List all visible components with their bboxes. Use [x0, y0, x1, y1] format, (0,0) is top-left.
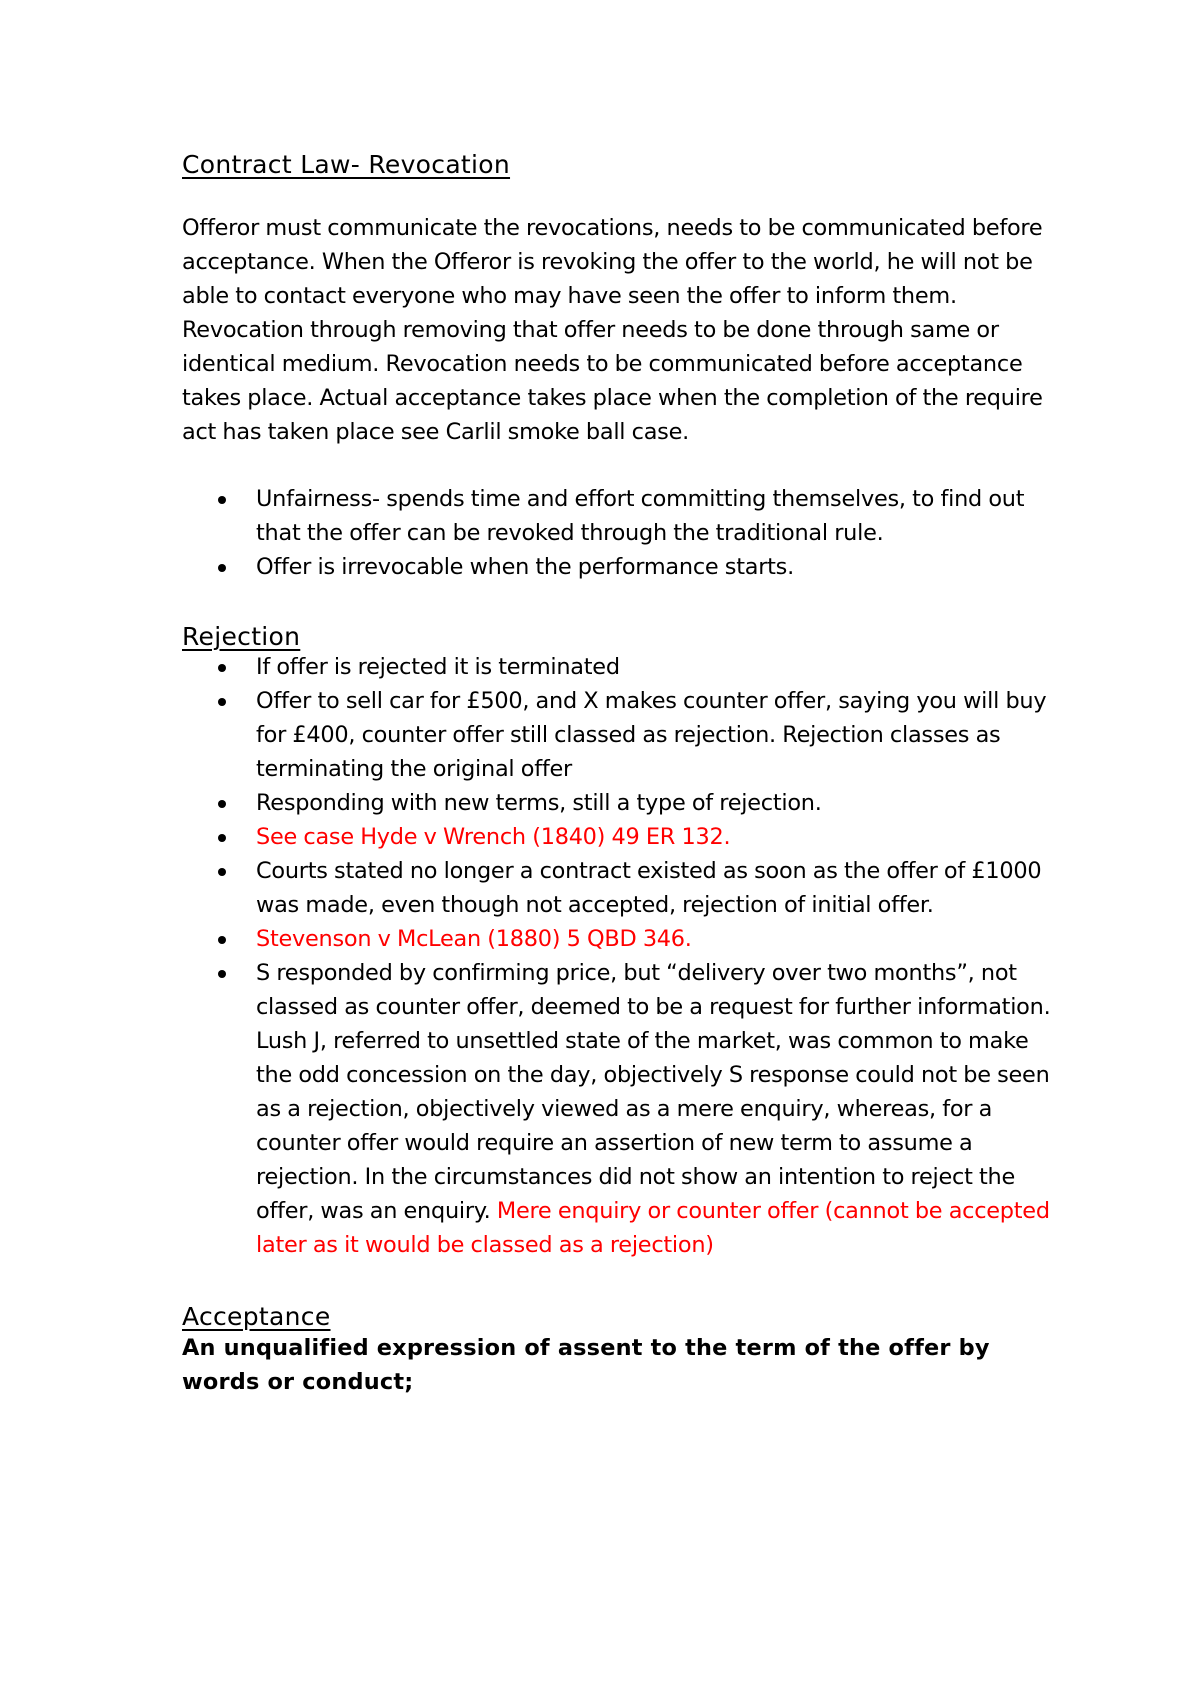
list-item-text: Responding with new terms, still a type of rejection. — [256, 790, 822, 816]
page-title: Contract Law- Revocation — [182, 150, 511, 179]
bullet-icon — [218, 800, 226, 808]
list-item-text: Courts stated no longer a contract existed as soon as the offer of £1000 was made, even though not accepted, rejection of initial offer. — [256, 858, 1042, 918]
acceptance-definition: An unqualified expression of assent to the term of the offer by words or conduct; — [182, 1335, 990, 1395]
document-body — [182, 150, 1062, 1399]
list-item — [182, 550, 1062, 584]
list-item-text: Offer to sell car for £500, and X makes counter offer, saying you will buy for £400, counter offer still classed as rejection. Rejection classes as terminating the original offer — [256, 688, 1047, 782]
bullet-icon — [218, 564, 226, 572]
list-item — [182, 956, 1062, 1262]
list-item — [182, 786, 1062, 820]
case-reference-text: See case Hyde v Wrench (1840) 49 ER 132. — [256, 824, 731, 850]
list-item-case-reference — [182, 922, 1062, 956]
bullet-icon — [218, 936, 226, 944]
rejection-bullet-list — [182, 650, 1062, 1262]
bullet-icon — [218, 664, 226, 672]
revocation-bullet-list — [182, 482, 1062, 584]
list-item-text: If offer is rejected it is terminated — [256, 654, 620, 680]
bullet-icon — [218, 698, 226, 706]
bullet-icon — [218, 970, 226, 978]
intro-paragraph: Offeror must communicate the revocations, needs to be communicated before acceptance. When the Offeror is revoking the offer to the world, he will not be able to contact everyone who may have seen the offer to inform them. Revocation through removing that offer needs to be done through same or identical medium. Revocation needs to be communicated before acceptance takes place. Actual acceptance takes place when the completion of the require act has taken place see Carlil smoke ball case. — [182, 215, 1043, 445]
bullet-icon — [218, 834, 226, 842]
list-item — [182, 684, 1062, 786]
list-item-text: S responded by confirming price, but “delivery over two months”, not classed as counter offer, deemed to be a request for further information. Lush J, referred to unsettled state of the market, was common to make the odd concession on the day, objectively S response could not be seen as a rejection, objectively viewed as a mere enquiry, whereas, for a counter offer would require an assertion of new term to assume a rejection. In the circumstances did not show an intention to reject the offer, was an enquiry. — [256, 960, 1051, 1224]
highlighted-note: Mere enquiry or counter offer (cannot be accepted later as it would be classed as a rejection) — [256, 1198, 1050, 1258]
list-item — [182, 854, 1062, 922]
list-item — [182, 650, 1062, 684]
section-heading-acceptance: Acceptance — [182, 1302, 331, 1331]
list-item-text: Unfairness- spends time and effort committing themselves, to find out that the offer can be revoked through the traditional rule. — [256, 486, 1025, 546]
list-item — [182, 482, 1062, 550]
list-item-text: Offer is irrevocable when the performance starts. — [256, 554, 794, 580]
section-heading-rejection: Rejection — [182, 622, 301, 651]
list-item-case-reference — [182, 820, 1062, 854]
bullet-icon — [218, 496, 226, 504]
bullet-icon — [218, 868, 226, 876]
case-reference-text: Stevenson v McLean (1880) 5 QBD 346. — [256, 926, 692, 952]
